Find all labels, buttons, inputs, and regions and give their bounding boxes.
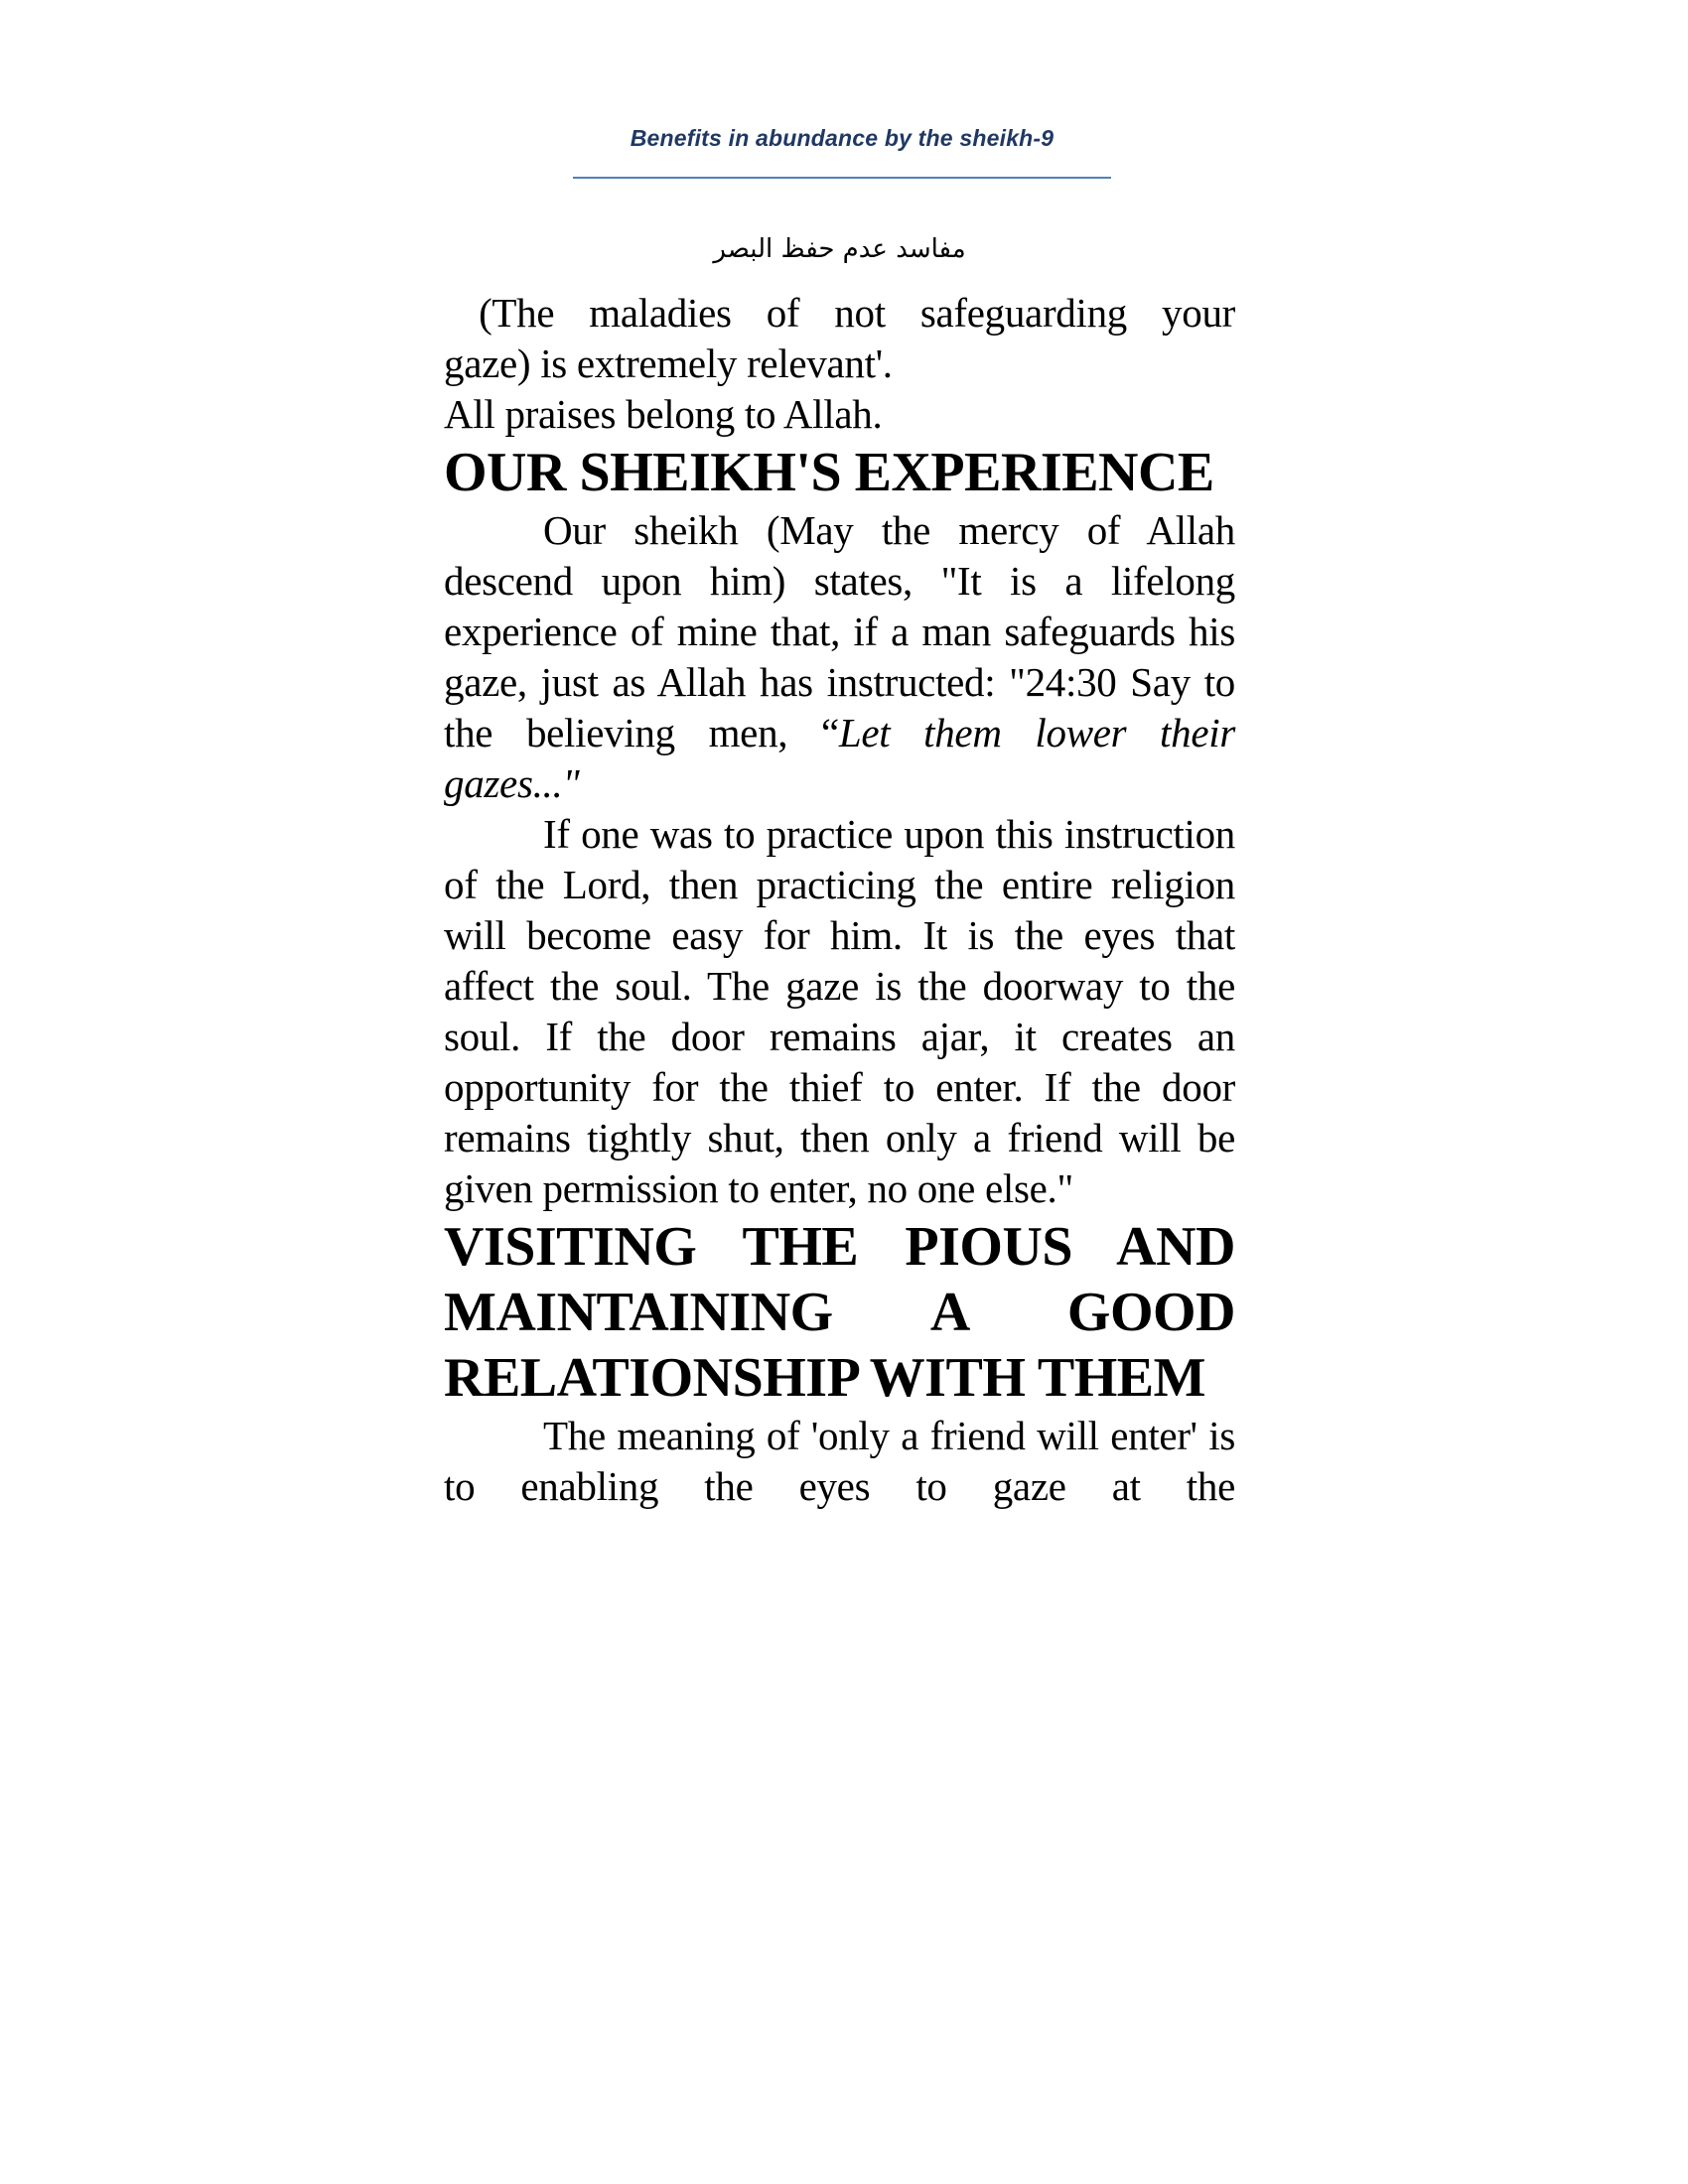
paragraph-maladies-line1 [444,288,1235,339]
arabic-title: مفاسد عدم حفظ البصر [713,234,966,264]
heading-visiting-pious-line3: RELATIONSHIP WITH THEM [444,1347,1205,1409]
heading-visiting-pious-line1: VISITING THE PIOUS AND [444,1216,1235,1278]
header-divider [573,177,1111,179]
heading-visiting-pious-line2: MAINTAINING A GOOD [444,1282,1235,1343]
paragraph-sheikh-statement [444,505,1235,809]
paragraph-praises: All praises belong to Allah. [444,391,883,437]
page-header-title: Benefits in abundance by the sheikh-9 [630,125,1055,151]
paragraph-only-a-friend: The meaning of 'only a friend will enter' is to enabling the eyes to gaze at the [444,1413,1235,1509]
paragraph-gaze-doorway: If one was to practice upon this instruction of the Lord, then practicing the entire religion will become easy for him. It is the eyes that affect the soul. The gaze is the doorway to the soul. If the door remains ajar, it creates an opportunity for the thief to enter. If the door remains tightly shut, then only a friend will be given permission to enter, no one else." [444,811,1235,1211]
paragraph-text: Our sheikh (May the mercy of Allah descend upon him) states, "It is a lifelong experience of mine that, if a man safeguards his gaze, just as Allah has instructed: "24:30 Say to the believing men, “ [444,507,1235,755]
paragraph-text: (The maladies of not safeguarding your [479,290,1235,336]
paragraph-maladies-line2: gaze) is extremely relevant'. [444,341,893,386]
quran-quote: Let them lower their gazes..." [444,710,1235,806]
heading-sheikh-experience: OUR SHEIKH'S EXPERIENCE [444,442,1214,503]
page-body [444,288,1235,1512]
